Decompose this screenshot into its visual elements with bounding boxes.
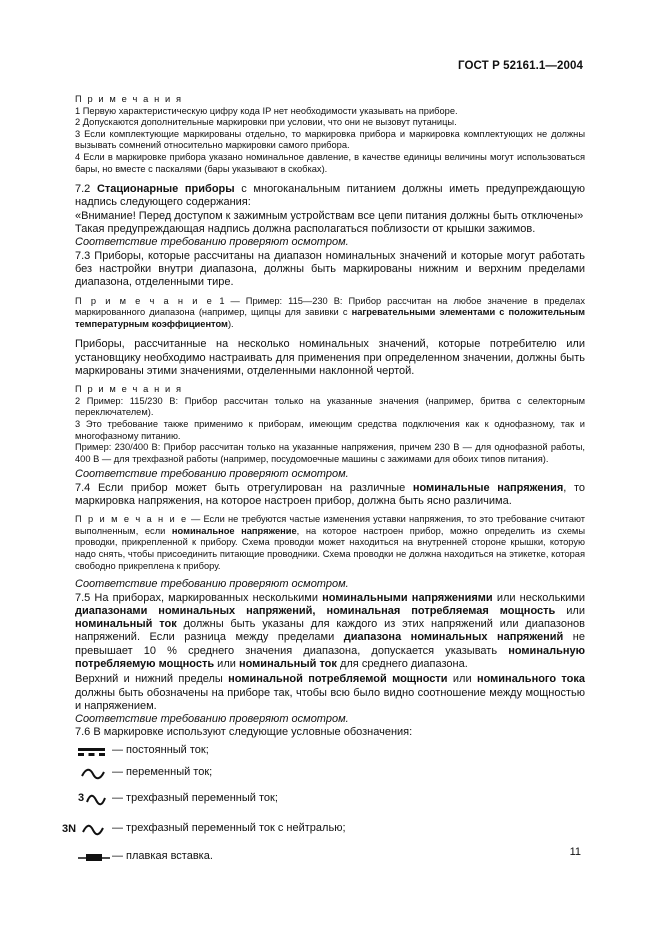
page-content — [62, 94, 586, 870]
notes-title: П р и м е ч а н и я — [75, 384, 183, 395]
symbol-label: — плавкая вставка. — [112, 849, 213, 862]
symbol-row — [75, 766, 575, 786]
bold-term: диапазонами номинальных напряжений, номинальная потребляемая мощность — [75, 604, 556, 617]
note-item: 2 Допускаются дополнительные маркировки при условии, что они не вызовут путаницы. — [75, 117, 457, 128]
clause-text: должны быть обозначены на приборе так, чтобы всю было видно соотношение между мощностью и напряжением. — [75, 686, 585, 712]
symbol-prefix: 3N — [62, 822, 77, 835]
fuse-icon — [78, 852, 110, 864]
note-item: Пример: 230/400 В: Прибор рассчитан только на указанные напряжения, причем 230 В — для однофазной работы, 400 В — для трехфазной работы (например, посудомоечные машины с зажимами для обоих типов питания). — [75, 442, 585, 464]
warning-quote: «Внимание! Перед доступом к зажимным устройствам все цепи питания должны быть отключены» — [75, 209, 584, 222]
clause-number: 7.5 — [75, 591, 91, 604]
clause-number: 7.2 — [75, 183, 91, 196]
symbol-row — [75, 744, 575, 764]
clause-7-5-para2 — [75, 673, 585, 713]
bold-term: диапазона номинальных напряжений — [343, 631, 564, 644]
clause-text: или — [217, 658, 236, 670]
clause-number: 7.3 — [75, 249, 91, 262]
note-text: ). — [227, 318, 234, 329]
clause-7-3 — [75, 250, 585, 290]
clause-text: с многоканальным питанием должны иметь предупреждающую надпись следующего содержания: — [75, 183, 585, 209]
clause-text: для среднего диапазона. — [339, 658, 468, 670]
symbol-label: — трехфазный переменный ток с нейтралью; — [112, 821, 346, 834]
note-label: П р и м е ч а н и е — [75, 295, 214, 306]
note-7-3 — [75, 296, 585, 331]
clause-text: Если прибор может быть отрегулирован на различные — [97, 481, 406, 494]
clause-text: На приборах, маркированных несколькими — [94, 591, 318, 604]
clause-text: должны быть указаны для каждого из этих напряжений или диапазонов напряжений. Если разница между пределами — [75, 618, 585, 644]
bold-term: номинальный ток — [75, 618, 177, 631]
bold-term: номинальный ток — [238, 658, 337, 670]
clause-number: 7.6 — [75, 726, 91, 739]
symbols-list — [62, 742, 585, 870]
note-text: , на которое настроен прибор, можно определить из схемы проводки, прикрепленной к прибору. Схема проводки может находиться на внутренней стороне крышки, которую надо снять, чтобы присоединить питающие проводники. Схема проводки не должна находиться на этикетке, которая свободно прикреплена к прибору. — [75, 525, 586, 571]
clause-text: или — [566, 604, 585, 617]
clause-text: Верхний и нижний пределы — [75, 673, 223, 686]
bold-term: нагревательными элементами с положительным температурным коэффициентом — [75, 307, 585, 329]
compliance-note: Соответствие требованию проверяют осмотром. — [75, 236, 349, 249]
clause-text: не превышает 10 % среднего значения диапазона, допускается указывать — [75, 631, 585, 657]
clause-text: , то маркировка напряжения, на которое настроен прибор, должна быть ясно различима. — [75, 481, 585, 507]
symbol-prefix: 3 — [78, 791, 85, 804]
dc-icon — [78, 747, 106, 757]
bold-term: номинальное напряжение — [171, 525, 297, 536]
bold-term: номинальной потребляемой мощности — [228, 673, 448, 686]
note-item: 2 Пример: 115/230 В: Прибор рассчитан только на указанные значения (например, бритва с селекторным переключателем). — [75, 395, 585, 418]
ac-icon — [81, 768, 105, 780]
symbol-row — [75, 792, 575, 812]
note-item: 3 Это требование также применимо к приборам, имеющим средства подключения как к однофазному, так и многофазному питанию. — [75, 418, 585, 441]
clause-number: 7.4 — [75, 481, 91, 494]
symbol-label: — трехфазный переменный ток; — [112, 791, 278, 804]
three-phase-ac-icon — [86, 794, 106, 806]
note-label: П р и м е ч а н и е — [75, 514, 188, 525]
clause-text: Такая предупреждающая надпись должна располагаться поблизости от крышки зажимов. — [75, 223, 536, 236]
bold-term: номинального тока — [476, 673, 585, 686]
note-7-4 — [75, 514, 585, 572]
bold-term: Стационарные приборы — [96, 183, 235, 196]
clause-text: В маркировке используют следующие условные обозначения: — [93, 726, 413, 739]
clause-text: Приборы, рассчитанные на несколько номинальных значений, которые потребителю или установщику необходимо настраивать для применения при определенном значении, должны быть маркированы этими значениями, отделенными наклонной чертой. — [75, 338, 585, 377]
note-text: — Если не требуются частые изменения уставки напряжения, то это требование считают выполненным, если — [75, 514, 585, 536]
clause-text: или несколькими — [496, 591, 585, 604]
standard-header: ГОСТ Р 52161.1—2004 — [458, 60, 583, 72]
bold-term: номинальные напряжения — [412, 481, 564, 494]
note-item: 4 Если в маркировке прибора указано номинальное давление, в качестве единицы величины могут использоваться бары, но вместе с паскалями (бары указывают в скобках). — [75, 151, 585, 174]
clause-7-6 — [75, 726, 585, 739]
symbol-row — [75, 850, 575, 870]
notes-title: П р и м е ч а н и я — [75, 94, 183, 104]
note-text: 1 — Пример: 115—230 В: Прибор рассчитан на любое значение в пределах маркированного диапазона (например, щипцы для завивки с — [75, 295, 585, 318]
compliance-note: Соответствие требованию проверяют осмотром. — [75, 713, 349, 726]
note-item: 1 Первую характеристическую цифру кода IP нет необходимости указывать на приборе. — [75, 105, 458, 116]
compliance-note: Соответствие требованию проверяют осмотром. — [75, 468, 349, 481]
compliance-note: Соответствие требованию проверяют осмотром. — [75, 578, 349, 591]
page-number: 11 — [569, 846, 581, 858]
symbol-row — [62, 821, 575, 842]
bold-term: номинальными напряжениями — [322, 591, 493, 604]
symbol-label: — переменный ток; — [112, 765, 213, 778]
note-item: 3 Если комплектующие маркированы отдельно, то маркировка прибора и маркировка комплектующих не должны вызывать сомнений относительно маркировки самого прибора. — [75, 128, 585, 151]
symbol-label: — постоянный ток; — [112, 743, 209, 756]
clause-text: Приборы, которые рассчитаны на диапазон номинальных значений и которые могут работать без настройки внутри диапазона, должны быть маркированы нижним и верхним пределами диапазона, отделенными тире. — [75, 249, 585, 289]
three-phase-neutral-ac-icon — [82, 824, 104, 836]
clause-text: или — [452, 673, 472, 686]
clause-7-4 — [75, 482, 585, 509]
bold-term: номинальную потребляемую мощность — [75, 644, 585, 670]
clause-7-2 — [75, 183, 585, 210]
clause-7-5 — [75, 592, 585, 672]
